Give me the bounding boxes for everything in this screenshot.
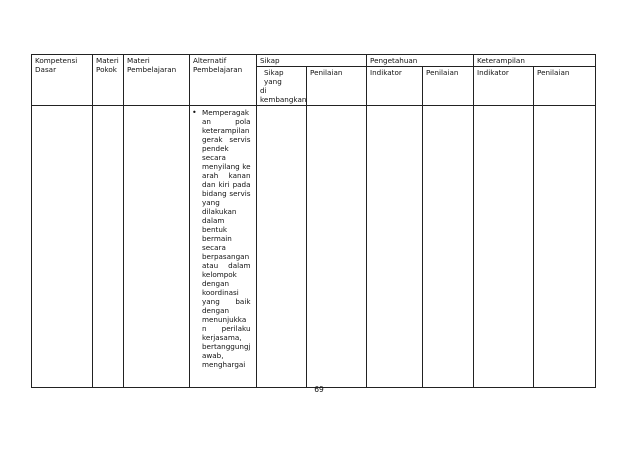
bullet-text-line: bidang servis (202, 189, 251, 198)
header-sikap: Sikap (257, 55, 367, 67)
bullet-text-line: kelompok (202, 270, 237, 279)
header-kompetensi-line2: Dasar (35, 65, 57, 74)
bullet-text-line: bertanggungj (202, 342, 251, 351)
header-alternatif-line2: Pembelajaran (193, 65, 243, 74)
bullet-text-line: pendek (202, 144, 229, 153)
bullet-text-line: keterampilan (202, 126, 250, 135)
header-row-top (32, 55, 596, 67)
header-materi-pokok (93, 55, 124, 106)
bullet-text (202, 108, 251, 369)
bullet-text-line: berpasangan (202, 252, 250, 261)
content-row (32, 106, 596, 388)
bullet-text-line: n perilaku (202, 324, 251, 333)
bullet-text-line: atau dalam (202, 261, 251, 270)
bullet-text-line: menyilang ke (202, 162, 251, 171)
cell-keterampilan-indikator (474, 106, 534, 388)
bullet-text-line: yang baik (202, 297, 251, 306)
bullet-text-line: dengan (202, 279, 230, 288)
bullet-text-line: bermain (202, 234, 232, 243)
bullet-text-line: secara (202, 243, 226, 252)
bullet-text-line: an pola (202, 117, 251, 126)
header-sikap-sub1-line2: di (260, 86, 267, 95)
cell-pengetahuan-penilaian (423, 106, 474, 388)
header-sikap-dikembangkan (257, 67, 307, 106)
learning-plan-table (31, 54, 596, 388)
bullet-text-line: dilakukan (202, 207, 237, 216)
header-pengetahuan: Pengetahuan (367, 55, 474, 67)
cell-materi-pembelajaran (124, 106, 190, 388)
bullet-text-line: secara (202, 153, 226, 162)
cell-sikap-dikembangkan (257, 106, 307, 388)
header-alternatif-line1: Alternatif (193, 56, 227, 65)
cell-pengetahuan-indikator (367, 106, 423, 388)
header-keterampilan-penilaian: Penilaian (534, 67, 596, 106)
cell-alternatif-pembelajaran (190, 106, 257, 388)
header-kompetensi-line1: Kompetensi (35, 56, 78, 65)
page-number: 69 (314, 385, 324, 394)
header-keterampilan-indikator: Indikator (474, 67, 534, 106)
header-alternatif-pembelajaran (190, 55, 257, 106)
bullet-text-line: awab, (202, 351, 224, 360)
bullet-text-line: kerjasama, (202, 333, 242, 342)
cell-materi-pokok (93, 106, 124, 388)
header-pengetahuan-penilaian: Penilaian (423, 67, 474, 106)
header-materi-pokok-line1: Materi (96, 56, 119, 65)
bullet-text-line: arah kanan (202, 171, 251, 180)
header-kompetensi-dasar (32, 55, 93, 106)
header-sikap-sub1-line3: kembangkan (260, 95, 307, 104)
cell-kompetensi-dasar (32, 106, 93, 388)
bullet-text-line: bentuk (202, 225, 228, 234)
header-keterampilan: Keterampilan (474, 55, 596, 67)
bullet-text-line: menghargai (202, 360, 246, 369)
cell-keterampilan-penilaian (534, 106, 596, 388)
header-pengetahuan-indikator: Indikator (367, 67, 423, 106)
header-sikap-sub1-line1: Sikap yang (264, 68, 284, 86)
bullet-text-line: dalam (202, 216, 225, 225)
header-sikap-penilaian: Penilaian (307, 67, 367, 106)
bullet-text-line: gerak servis (202, 135, 251, 144)
bullet-icon: • (192, 108, 197, 117)
bullet-text-line: menunjukka (202, 315, 247, 324)
bullet-text-line: dan kiri pada (202, 180, 251, 189)
bullet-text-line: dengan (202, 306, 230, 315)
cell-sikap-penilaian (307, 106, 367, 388)
header-materi-pembelajaran (124, 55, 190, 106)
bullet-text-line: Memperagak (202, 108, 250, 117)
header-materi-pembelajaran-line1: Materi (127, 56, 150, 65)
bullet-item (192, 108, 254, 369)
bullet-text-line: yang (202, 198, 220, 207)
header-materi-pembelajaran-line2: Pembelajaran (127, 65, 177, 74)
header-materi-pokok-line2: Pokok (96, 65, 117, 74)
bullet-text-line: koordinasi (202, 288, 239, 297)
